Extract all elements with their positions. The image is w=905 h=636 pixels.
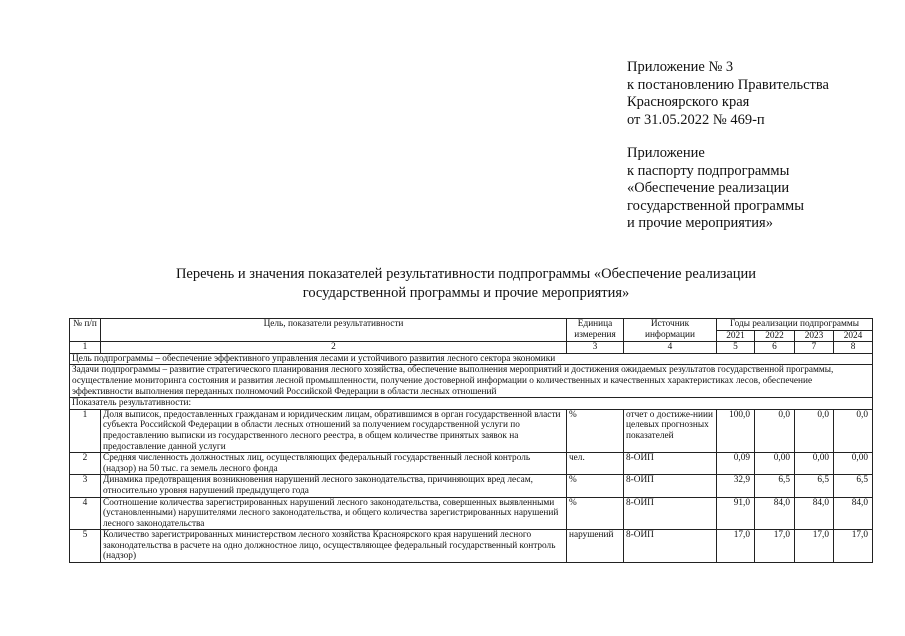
row-source: 8-ОИП [624,475,717,497]
row-value-2022: 0,0 [755,409,795,452]
row-value-2021: 32,9 [717,475,755,497]
row-value-2024: 6,5 [834,475,873,497]
row-unit: % [567,409,624,452]
indicators-label-row [70,398,873,410]
row-value-2022: 6,5 [755,475,795,497]
row-value-2022: 0,00 [755,453,795,475]
row-source: 8-ОИП [624,453,717,475]
row-value-2023: 6,5 [795,475,834,497]
row-name: Доля выписок, предоставленных гражданам и юридическим лицам, обратившимся в орган государственной власти субъекта Российской Федерации в области лесных отношений за получением государственной услуги по предоставлению выписки из государственного лесного реестра, в общем количестве принятых заявок на предоставление данной услуги [101,409,567,452]
appendix-line: Красноярского края [627,94,750,111]
appendix-line: к паспорту подпрограммы [627,162,790,179]
column-number: 2 [101,342,567,354]
table-row [70,530,873,563]
row-source: 8-ОИП [624,530,717,563]
table-row [70,409,873,452]
header-year: 2024 [834,330,873,342]
header-goal: Цель, показатели результативности [101,319,567,342]
indicators-table [69,318,873,563]
goal-text: Цель подпрограммы – обеспечение эффективного управления лесами и устойчивого развития лесного сектора экономики [70,353,873,365]
title-line: государственной программы и прочие мероприятия» [302,285,630,301]
row-value-2023: 0,00 [795,453,834,475]
header-years-group: Годы реализации подпрограммы [717,319,873,331]
row-num: 4 [70,497,101,530]
row-num: 5 [70,530,101,563]
row-num: 1 [70,409,101,452]
column-number-row [70,342,873,354]
row-source: 8-ОИП [624,497,717,530]
appendix-line: Приложение № 3 [627,59,734,75]
row-value-2024: 0,00 [834,453,873,475]
document-title [60,265,872,303]
row-value-2024: 17,0 [834,530,873,563]
header-num: № п/п [70,319,101,342]
indicators-label: Показатель результативности: [70,398,873,410]
column-number: 6 [755,342,795,354]
column-number: 1 [70,342,101,354]
row-value-2024: 84,0 [834,497,873,530]
row-unit: чел. [567,453,624,475]
header-source: Источник информации [624,319,717,342]
tasks-text: Задачи подпрограммы – развитие стратегического планирования лесного хозяйства, обеспечение выполнения мероприятий и достижения ожидаемых результатов государственной программы, осуществление мониторинга состояния и развития лесной промышленности, получение достоверной информации о количественных и качественных характеристиках лесов, обеспечение эффективности выполнения переданных полномочий Российской Федерации в области лесных отношений [70,365,873,398]
appendix-line: от 31.05.2022 № 469-п [627,111,765,128]
column-number: 4 [624,342,717,354]
header-year: 2023 [795,330,834,342]
row-name: Соотношение количества зарегистрированных нарушений лесного законодательства, совершенных выявленными (установленными) нарушителями лесного законодательства, и общего количества зарегистрированных нарушений лесного законодательства [101,497,567,530]
table-row [70,453,873,475]
row-source: отчет о достиже-ниии целевых прогнозных показателей [624,409,717,452]
appendix-resolution-block [627,59,829,129]
row-value-2021: 91,0 [717,497,755,530]
row-name: Средняя численность должностных лиц, осуществляющих федеральный государственный лесной контроль (надзор) на 50 тыс. га земель лесного фонда [101,453,567,475]
appendix-line: государственной программы [627,197,804,214]
row-value-2022: 17,0 [755,530,795,563]
column-number: 7 [795,342,834,354]
appendix-line: Приложение [627,145,705,161]
goal-row [70,353,873,365]
row-num: 2 [70,453,101,475]
row-value-2023: 84,0 [795,497,834,530]
row-num: 3 [70,475,101,497]
row-value-2021: 100,0 [717,409,755,452]
header-unit: Единица измерения [567,319,624,342]
column-number: 3 [567,342,624,354]
title-line: Перечень и значения показателей результативности подпрограммы «Обеспечение реализации [175,266,757,282]
row-value-2024: 0,0 [834,409,873,452]
row-unit: нарушений [567,530,624,563]
column-number: 8 [834,342,873,354]
appendix-line: «Обеспечение реализации [627,180,790,197]
row-value-2022: 84,0 [755,497,795,530]
appendix-passport-block [627,145,804,233]
appendix-line: к постановлению Правительства [627,76,829,93]
header-row [70,319,873,331]
row-value-2021: 0,09 [717,453,755,475]
header-year: 2022 [755,330,795,342]
header-year: 2021 [717,330,755,342]
row-name: Количество зарегистрированных министерством лесного хозяйства Красноярского края нарушений лесного законодательства в расчете на одно должностное лицо, осуществляющее федеральный государственный контроль (надзор) [101,530,567,563]
tasks-row [70,365,873,398]
row-value-2023: 0,0 [795,409,834,452]
row-unit: % [567,475,624,497]
table-row [70,475,873,497]
appendix-line: и прочие мероприятия» [627,215,773,232]
row-name: Динамика предотвращения возникновения нарушений лесного законодательства, причиняющих вред лесам, относительно уровня нарушений предыдущего года [101,475,567,497]
row-unit: % [567,497,624,530]
column-number: 5 [717,342,755,354]
row-value-2021: 17,0 [717,530,755,563]
table-row [70,497,873,530]
row-value-2023: 17,0 [795,530,834,563]
